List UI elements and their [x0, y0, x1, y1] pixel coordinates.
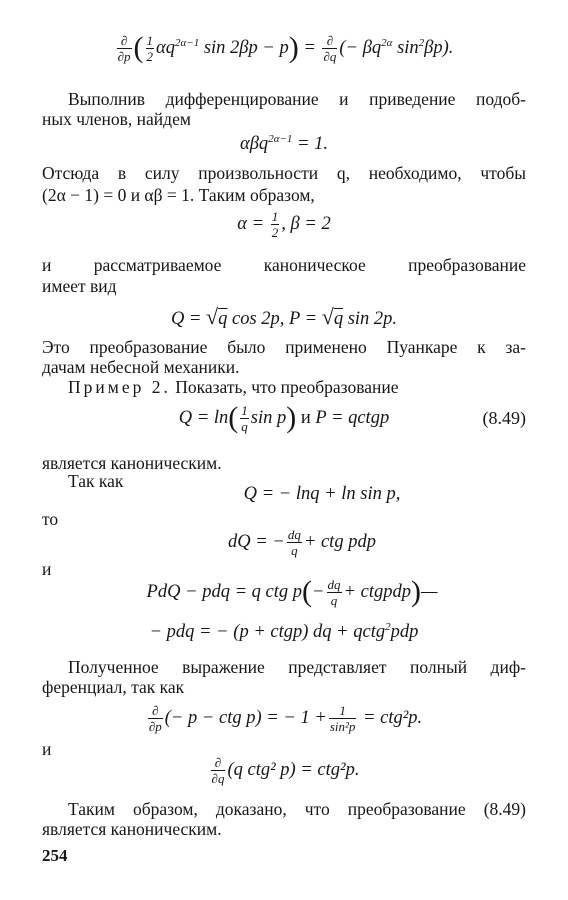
equation-partial-p: $\frac{\partial}{\partial p}$ (− p − ctg p) = − 1 + $\frac{1}{\text{sin²p}}$ = ctg²p. [148, 703, 423, 734]
text-line: Это преобразование было применено Пуанкаре к за- [42, 337, 526, 357]
example-label: Пример 2. [68, 377, 171, 397]
text-line: Выполнив дифференцирование и приведение подоб- [68, 89, 526, 109]
text-line: является каноническим. [42, 819, 222, 839]
text-line: Отсюда в силу произвольности q, необходимо, чтобы [42, 163, 526, 183]
text-line: Таким образом, доказано, что преобразование (8.49) [68, 799, 526, 819]
equation-pdq-cont: − pdq = − (p + ctgp) dq + qctg$^2$pdp [149, 621, 419, 642]
text-line: и [42, 559, 52, 579]
text-line: то [42, 509, 59, 529]
example-line [68, 376, 526, 398]
text-line: и рассматриваемое каноническое преобразование [42, 255, 526, 275]
equation-derivative: $\frac{\partial}{\partial p}$ ( $\frac{1}{2}$ $\alpha q^{2\alpha-1}$ sin 2βp − p) = $\frac{\partial}{\partial q}$ (− $\beta q^{2\alpha}$ $\sin^2\beta p$). [117, 30, 454, 64]
text-line: дачам небесной механики. [42, 357, 240, 377]
page-number: 254 [42, 846, 68, 865]
text-line: (2α − 1) = 0 и αβ = 1. Таким образом, [42, 185, 315, 205]
text-line: является каноническим. [42, 453, 222, 473]
text-line: и [42, 739, 52, 759]
equation-partial-q: $\frac{\partial}{\partial q}$ (q ctg² p) = ctg²p. [211, 755, 360, 786]
equation-dq: dQ = − $\frac{dq}{q}$ + ctg pdp [228, 527, 376, 558]
equation-8-49: Q = ln( $\frac{1}{q}$ sin p) и P = qctgp [178, 400, 390, 434]
text-line: ных членов, найдем [42, 109, 191, 129]
equation-alpha-value: α = $\frac{1}{2}$ , β = 2 [237, 209, 331, 240]
text-line: Так как [68, 471, 124, 491]
text-line: ференциал, так как [42, 677, 185, 697]
text-line: имеет вид [42, 276, 117, 296]
equation-alpha-beta: αβq$^{2\alpha-1}$ = 1. [240, 133, 328, 154]
equation-number: (8.49) [482, 408, 526, 428]
text-line: Полученное выражение представляет полный диф- [68, 657, 526, 677]
equation-pdq: PdQ − pdq = q ctg p(− $\frac{dq}{q}$ + ctgpdp)— [146, 574, 438, 608]
equation-q-ln: Q = − lnq + ln sin p, [243, 484, 401, 504]
example-text: Показать, что преобразование [175, 377, 399, 397]
equation-transformation: Q = √q cos 2p, P = √q sin 2p. [170, 304, 398, 329]
